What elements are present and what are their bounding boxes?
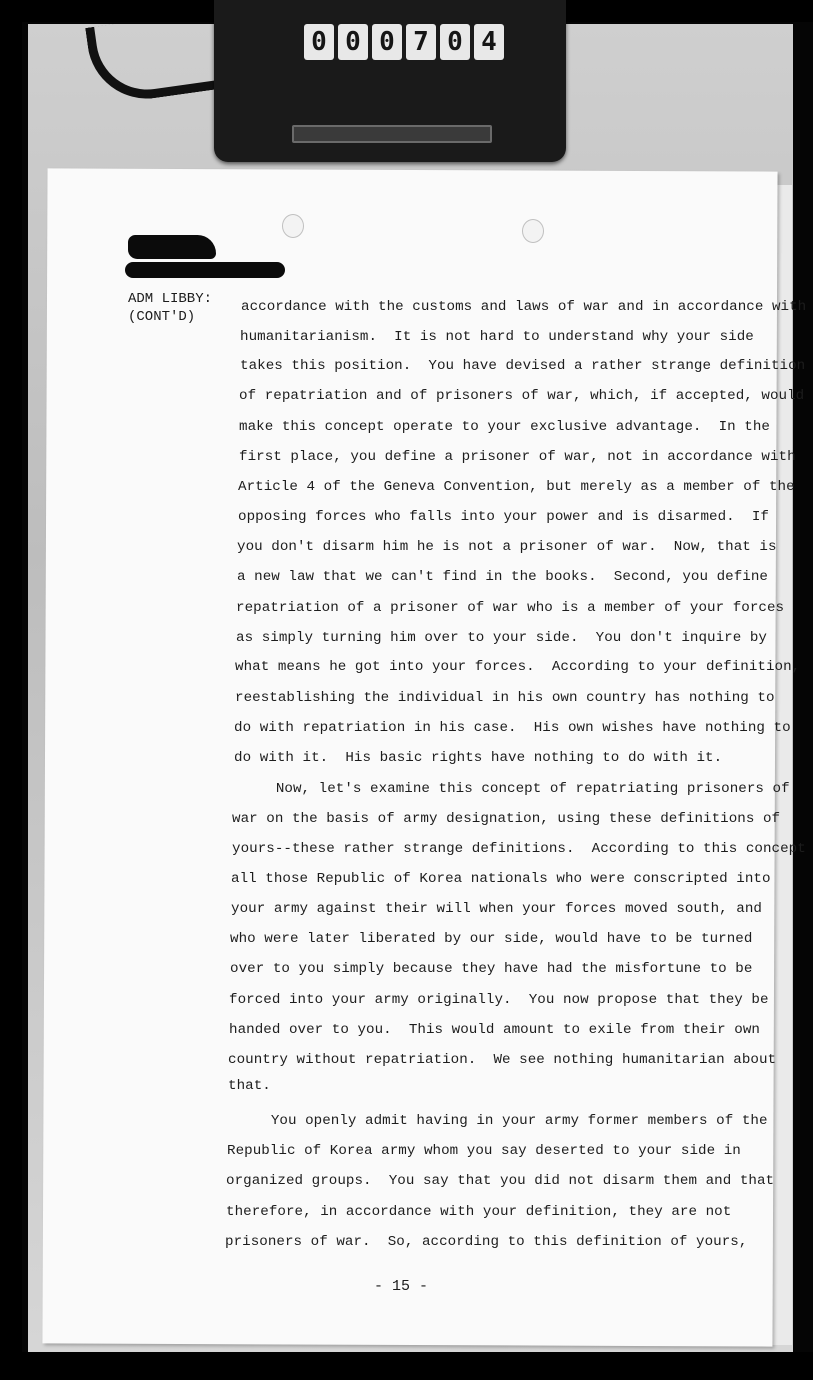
body-line: accordance with the customs and laws of war and in accordance with (241, 299, 807, 315)
counter-digit: 4 (474, 24, 504, 60)
page-number: - 15 - (374, 1278, 429, 1295)
body-line: humanitarianism. It is not hard to understand why your side (240, 329, 754, 345)
body-line: therefore, in accordance with your definition, they are not (226, 1204, 732, 1220)
counter-digit: 0 (440, 24, 470, 60)
counter-digit: 7 (406, 24, 436, 60)
body-line: war on the basis of army designation, using these definitions of (232, 811, 781, 827)
body-line: that. (228, 1078, 271, 1094)
counter-digit: 0 (372, 24, 402, 60)
speaker-label: ADM LIBBY: (CONT'D) (128, 291, 213, 325)
body-line: who were later liberated by our side, would have to be turned (230, 931, 753, 947)
body-line: reestablishing the individual in his own country has nothing to (235, 690, 775, 706)
body-line: a new law that we can't find in the books. Second, you define (237, 569, 768, 585)
body-line: Article 4 of the Geneva Convention, but merely as a member of the (238, 479, 795, 495)
body-line: you don't disarm him he is not a prisoner of war. Now, that is (237, 539, 777, 555)
body-line: do with it. His basic rights have nothing to do with it. (234, 750, 723, 766)
frame-counter-digits (274, 22, 534, 62)
body-line: Now, let's examine this concept of repatriating prisoners of (233, 781, 790, 797)
body-line: as simply turning him over to your side. You don't inquire by (236, 630, 767, 646)
counter-digit: 0 (304, 24, 334, 60)
body-line: You openly admit having in your army former members of the (228, 1113, 768, 1129)
body-line: organized groups. You say that you did not disarm them and that (226, 1173, 775, 1189)
body-line: Republic of Korea army whom you say deserted to your side in (227, 1143, 741, 1159)
punch-hole (282, 214, 304, 238)
body-line: yours--these rather strange definitions. According to this concept (232, 841, 806, 857)
body-line: country without repatriation. We see nothing humanitarian about (228, 1052, 777, 1068)
body-line: prisoners of war. So, according to this definition of yours, (225, 1234, 748, 1250)
counter-slot (292, 125, 492, 143)
body-line: handed over to you. This would amount to exile from their own (229, 1022, 760, 1038)
body-line: forced into your army originally. You now propose that they be (229, 992, 769, 1008)
body-line: takes this position. You have devised a rather strange definition (240, 358, 806, 374)
body-line: all those Republic of Korea nationals who were conscripted into (231, 871, 771, 887)
film-border-left (0, 0, 22, 1380)
body-line: your army against their will when your forces moved south, and (231, 901, 762, 917)
film-border-bottom (0, 1352, 813, 1380)
body-line: over to you simply because they have had the misfortune to be (230, 961, 753, 977)
body-line: opposing forces who falls into your power and is disarmed. If (238, 509, 769, 525)
body-line: do with repatriation in his case. His own wishes have nothing to (234, 720, 791, 736)
body-line: repatriation of a prisoner of war who is a member of your forces (236, 600, 785, 616)
redaction-mark (128, 235, 216, 259)
body-line: first place, you define a prisoner of war, not in accordance with (239, 449, 796, 465)
body-line: what means he got into your forces. According to your definition, (235, 659, 801, 675)
punch-hole (522, 219, 544, 243)
counter-digit: 0 (338, 24, 368, 60)
frame-counter-device (214, 0, 566, 162)
body-line: make this concept operate to your exclusive advantage. In the (239, 419, 770, 435)
redaction-mark (125, 262, 285, 278)
body-line: of repatriation and of prisoners of war, which, if accepted, would (239, 388, 805, 404)
